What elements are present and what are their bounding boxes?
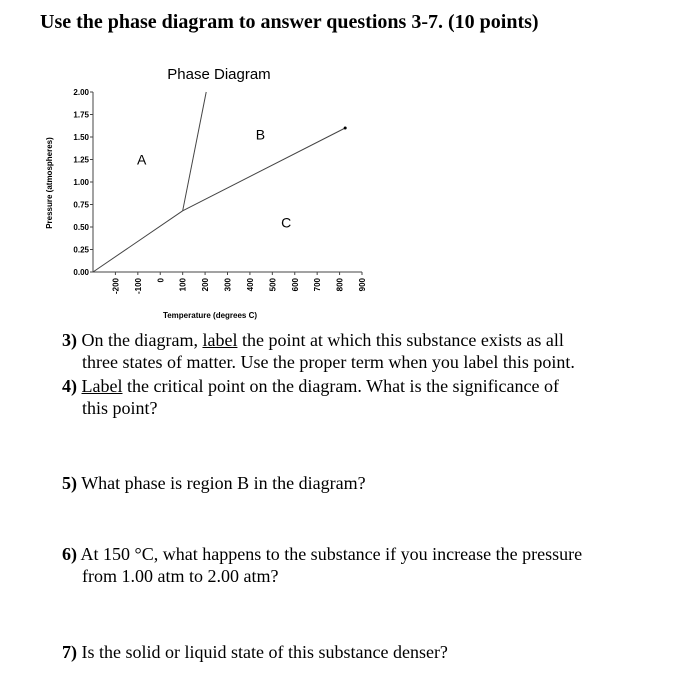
x-tick-label: 100 xyxy=(178,278,188,292)
y-tick-label: 0.25 xyxy=(73,245,89,255)
region-label: B xyxy=(255,126,266,143)
x-tick-label: 800 xyxy=(335,278,345,292)
x-tick-label: 0 xyxy=(156,278,166,283)
phase-diagram xyxy=(0,0,699,330)
question-7 xyxy=(62,641,682,663)
region-label: C xyxy=(281,214,292,231)
x-tick-label: 700 xyxy=(313,278,323,292)
worksheet-heading: Use the phase diagram to answer questions 3-7. (10 points) xyxy=(40,11,539,33)
question-5 xyxy=(62,472,682,494)
y-tick-label: 0.50 xyxy=(73,223,89,232)
y-tick-label: 2.00 xyxy=(73,88,89,97)
y-tick-label: 1.50 xyxy=(73,133,89,142)
question-number: 5) xyxy=(62,473,77,493)
question-3 xyxy=(62,329,682,373)
phase-regions xyxy=(137,126,291,230)
question-text: What phase is region B in the diagram? xyxy=(81,473,366,493)
underlined-word: Label xyxy=(81,376,123,396)
x-tick-label: 400 xyxy=(245,278,255,292)
y-tick-label: 1.25 xyxy=(73,155,89,165)
question-4 xyxy=(62,375,682,419)
question-text: the point at which this substance exists as all xyxy=(237,330,564,350)
y-tick-label: 1.75 xyxy=(73,110,89,120)
phase-curves xyxy=(93,92,347,272)
question-text: the critical point on the diagram. What is the significance of xyxy=(122,376,560,396)
y-tick-label: 0.00 xyxy=(73,268,89,277)
y-tick-label: 1.00 xyxy=(73,178,89,187)
x-tick-label: 200 xyxy=(201,278,211,292)
x-tick-label: -200 xyxy=(111,278,121,295)
question-number: 3) xyxy=(62,330,77,350)
chart-title: Phase Diagram xyxy=(167,66,271,83)
question-6 xyxy=(62,543,682,587)
phase-boundary-line xyxy=(93,211,183,272)
underlined-word: label xyxy=(202,330,238,350)
x-tick-label: 900 xyxy=(358,278,367,292)
question-text: At 150 °C, what happens to the substance if you increase the pressure xyxy=(80,544,583,564)
phase-boundary-line xyxy=(183,92,207,211)
region-label: A xyxy=(136,151,147,168)
question-text-continued: three states of matter. Use the proper term when you label this point. xyxy=(82,352,575,372)
x-axis-ticks xyxy=(111,272,367,294)
x-tick-label: 600 xyxy=(290,278,300,292)
question-text-continued: from 1.00 atm to 2.00 atm? xyxy=(82,566,279,586)
y-axis-ticks xyxy=(73,88,93,277)
x-tick-label: 300 xyxy=(223,278,233,292)
question-number: 4) xyxy=(62,376,77,396)
question-text-continued: this point? xyxy=(82,398,158,418)
x-axis-label: Temperature (degrees C) xyxy=(162,311,258,320)
x-tick-label: 500 xyxy=(268,278,278,292)
question-number: 7) xyxy=(62,642,77,662)
x-tick-label: -100 xyxy=(133,278,143,295)
y-axis-label: Pressure (atmospheres) xyxy=(45,137,54,229)
y-tick-label: 0.75 xyxy=(73,200,89,210)
critical-point-marker xyxy=(344,127,347,130)
question-text: On the diagram, xyxy=(81,330,203,350)
question-number: 6) xyxy=(62,544,77,564)
question-text: Is the solid or liquid state of this substance denser? xyxy=(81,642,448,662)
